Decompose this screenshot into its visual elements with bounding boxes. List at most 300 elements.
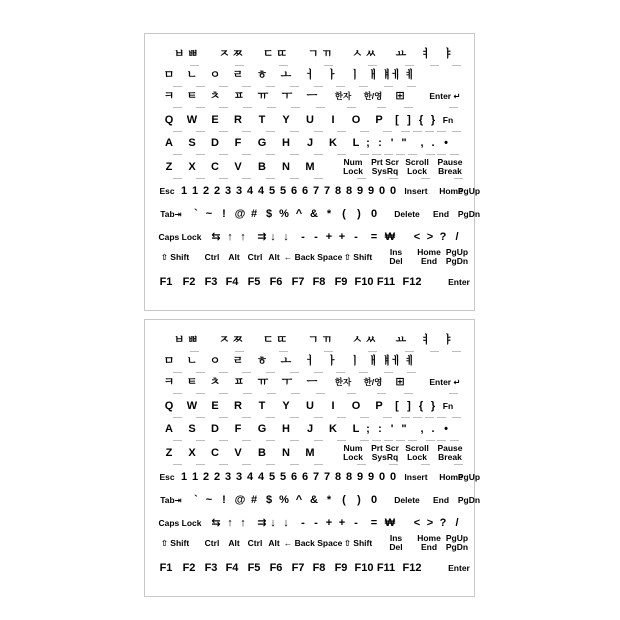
sticker-label: ㄱ ㄲ [307, 334, 333, 346]
sticker-label: 3 [235, 471, 243, 483]
sticker-label: F5 [247, 276, 261, 288]
sticker-label: 2 [202, 185, 210, 197]
sticker-label: H [282, 137, 290, 149]
sticker-label: ? [439, 231, 447, 243]
sticker-label: ㅂ ㅃ [173, 334, 199, 346]
sticker-label: Ctrl [204, 252, 220, 262]
sticker-label: V [234, 447, 242, 459]
sticker-label: 3 [235, 185, 243, 197]
sticker-label: ↑ [240, 517, 246, 529]
sticker-label: & [310, 208, 318, 220]
shift-key: ⇧ Shift [160, 538, 190, 548]
sticker-label: ㅂ ㅃ [173, 48, 199, 60]
sticker-label: ㅑ [442, 48, 454, 60]
sticker-label: Alt [268, 252, 280, 262]
sticker-label: ㅍ [233, 376, 245, 388]
sticker-label: End [432, 209, 450, 219]
sticker-label: # [250, 208, 258, 220]
sticker-label: 0 [378, 185, 386, 197]
sticker-label: 9 [367, 471, 375, 483]
sticker-label: ㅗ [280, 355, 292, 367]
sticker-label: - [314, 231, 318, 243]
sticker-label: ( [342, 494, 346, 506]
sticker-label: Home End [417, 247, 441, 266]
sticker-label: ⇉ [257, 517, 267, 529]
sticker-label: ㅔ ㅖ [390, 355, 416, 367]
sticker-label: ~ [205, 494, 213, 506]
sticker-label: ㄹ [232, 355, 244, 367]
sticker-label: Delete [394, 495, 420, 505]
sticker-label: 3 [224, 471, 232, 483]
shift-key: ⇧ Shift [343, 252, 373, 262]
sticker-label: F9 [334, 562, 348, 574]
sticker-label: Q [164, 400, 174, 412]
sticker-label: ㅌ [186, 376, 198, 388]
sticker-label: Home End [417, 533, 441, 552]
sticker-label: ㅅ ㅆ [351, 48, 377, 60]
sticker-label: ₩ [384, 517, 396, 529]
sticker-label: D [211, 423, 219, 435]
sticker-label: E [211, 114, 219, 126]
keyboard-sticker-sheet-top [144, 33, 481, 311]
sticker-label: PgUp [457, 186, 481, 196]
sticker-label: , [420, 137, 424, 149]
sticker-label: [ [395, 114, 399, 126]
sticker-label: F5 [247, 562, 261, 574]
sticker-label: & [310, 494, 318, 506]
sticker-label: ㅠ [257, 376, 269, 388]
sticker-label: < [413, 517, 421, 529]
sticker-label: - [301, 231, 305, 243]
sticker-label: A [165, 137, 173, 149]
sticker-label: ㅐ ㅒ [367, 355, 393, 367]
sticker-label: Insert [404, 472, 428, 482]
sticker-label: X [188, 447, 196, 459]
sticker-label: ㄷ ㄸ [262, 334, 288, 346]
sticker-row [145, 558, 474, 578]
sticker-label: 7 [323, 471, 331, 483]
sticker-label: PgUp PgDn [445, 247, 469, 266]
sticker-label: ㅜ [281, 376, 293, 388]
sticker-row [145, 513, 474, 533]
sticker-label: F12 [402, 276, 422, 288]
sticker-label: + [338, 231, 346, 243]
sticker-label: ㅔ ㅖ [390, 69, 416, 81]
sticker-label: $ [265, 208, 273, 220]
sticker-label: , [420, 423, 424, 435]
sticker-label: 7 [323, 185, 331, 197]
sticker-label: F11 [376, 562, 396, 574]
sticker-label: PgDn [457, 495, 481, 505]
sticker-label: @ [234, 208, 246, 220]
sticker-label: 7 [312, 185, 320, 197]
sticker-label: = [370, 231, 378, 243]
sticker-label: 6 [290, 471, 298, 483]
sticker-label: 4 [257, 471, 265, 483]
sticker-label: F6 [269, 276, 283, 288]
sticker-label: M [305, 161, 315, 173]
sticker-label: 5 [279, 185, 287, 197]
sticker-label: 9 [356, 471, 364, 483]
sticker-label: X [188, 161, 196, 173]
sticker-label: / [455, 231, 459, 243]
windows-icon: ⊞ [395, 90, 405, 102]
sticker-label: # [250, 494, 258, 506]
sticker-label: ㅊ [209, 90, 221, 102]
sticker-label: F9 [334, 276, 348, 288]
sticker-label: ㅋ [163, 376, 175, 388]
sticker-label: ㅑ [442, 334, 454, 346]
sticker-label: Fn [442, 401, 454, 411]
sticker-label: . [431, 137, 435, 149]
sticker-label: . [431, 423, 435, 435]
sticker-label: 2 [213, 185, 221, 197]
sticker-label: • [444, 137, 448, 149]
sticker-label: + [325, 231, 333, 243]
sticker-label: 1 [180, 185, 188, 197]
windows-icon: ⊞ [395, 376, 405, 388]
sticker-label: F10 [354, 276, 374, 288]
sticker-label: ' [390, 423, 394, 435]
sticker-label: ^ [295, 494, 303, 506]
sticker-label: ' [390, 137, 394, 149]
sticker-label: 4 [257, 185, 265, 197]
sticker-label: ⇉ [257, 231, 267, 243]
sticker-label: Q [164, 114, 174, 126]
sticker-label: ↓ [283, 517, 289, 529]
sticker-row [145, 65, 474, 85]
sticker-label: J [306, 423, 314, 435]
sticker-label: 8 [334, 471, 342, 483]
sticker-label: % [279, 208, 289, 220]
sticker-label: ㅣ [349, 355, 361, 367]
sticker-label [397, 513, 411, 534]
sticker-label: ㅅ ㅆ [351, 334, 377, 346]
sticker-label: Scroll Lock [405, 443, 429, 462]
sticker-row [145, 181, 481, 201]
sticker-label: 한자 [334, 377, 352, 387]
sticker-label: Ctrl [204, 538, 220, 548]
sticker-label: ㅕ [420, 48, 432, 60]
sticker-label: ! [222, 208, 226, 220]
sticker-label: C [211, 447, 219, 459]
sticker-label: F4 [225, 276, 239, 288]
sticker-label: U [306, 400, 314, 412]
sticker-label: F3 [204, 276, 218, 288]
sticker-label: ↓ [270, 231, 276, 243]
sticker-label: ↓ [270, 517, 276, 529]
sticker-label: 한자 [334, 91, 352, 101]
sticker-label: 2 [202, 471, 210, 483]
sticker-label: ` [194, 208, 198, 220]
sticker-label: ㅡ [306, 376, 318, 388]
sticker-row [145, 44, 474, 64]
sticker-label: ㅛ [395, 334, 407, 346]
keyboard-sticker-sheet-bottom [144, 319, 481, 597]
sticker-label: Pause Break [437, 157, 463, 176]
sticker-label: ㅓ [304, 69, 316, 81]
sticker-label: 0 [370, 208, 378, 220]
sticker-label: G [257, 423, 267, 435]
sticker-label: F1 [159, 276, 173, 288]
sticker-row [145, 490, 481, 510]
sticker-label: W [186, 114, 198, 126]
backspace-key: ← Back Space [283, 252, 343, 262]
sticker-label: Prt Scr SysRq [371, 443, 399, 462]
sticker-label: Alt [228, 538, 240, 548]
sticker-label: Alt [268, 538, 280, 548]
sticker-label: 1 [180, 471, 188, 483]
sticker-label: { [418, 400, 424, 412]
enter-key: Enter ↵ [429, 377, 461, 387]
sticker-label: Home [439, 472, 463, 482]
sticker-label: ㅋ [163, 90, 175, 102]
sticker-row [145, 372, 474, 392]
sticker-label: 0 [378, 471, 386, 483]
sticker-label: ⇆ [211, 517, 221, 529]
sticker-label: Home [439, 186, 463, 196]
tab-key: Tab⇥ [160, 209, 182, 219]
sticker-label: N [282, 447, 290, 459]
sticker-label: U [306, 114, 314, 126]
sticker-label: ₩ [384, 231, 396, 243]
sticker-label: F [234, 137, 242, 149]
sticker-row [145, 533, 474, 553]
esc-key: Esc [159, 472, 175, 482]
sticker-label: P [375, 114, 383, 126]
sticker-label: Alt [228, 252, 240, 262]
sticker-label: ㅜ [281, 90, 293, 102]
sticker-label: F3 [204, 562, 218, 574]
sticker-label: Ins Del [389, 533, 403, 552]
sticker-label: ↑ [240, 231, 246, 243]
sticker-label: ㅠ [257, 90, 269, 102]
sticker-label: F12 [402, 562, 422, 574]
sticker-label: Fn [442, 115, 454, 125]
sticker-label: S [188, 137, 196, 149]
sticker-label: [ [395, 400, 399, 412]
sticker-label: 1 [191, 185, 199, 197]
sticker-label: ㅁ [163, 69, 175, 81]
sticker-label: ㅇ [209, 69, 221, 81]
sticker-row [145, 227, 474, 247]
shift-key: ⇧ Shift [343, 538, 373, 548]
sticker-label: ㅗ [280, 69, 292, 81]
sticker-label: F2 [182, 276, 196, 288]
sticker-label: ` [194, 494, 198, 506]
sticker-label: - [301, 517, 305, 529]
sticker-label: ↓ [283, 231, 289, 243]
sticker-label [397, 227, 411, 248]
sticker-label: 한/영 [363, 91, 383, 101]
sticker-row [145, 110, 474, 130]
sticker-label: ㅡ [306, 90, 318, 102]
sticker-label: V [234, 161, 242, 173]
sticker-label: : [378, 423, 382, 435]
sticker-label: W [186, 400, 198, 412]
esc-key: Esc [159, 186, 175, 196]
sticker-label: Ctrl [247, 252, 263, 262]
sticker-label: ㅛ [395, 48, 407, 60]
sticker-label: " [401, 137, 407, 149]
sticker-row [145, 247, 474, 267]
sticker-label: H [282, 423, 290, 435]
sticker-label: ㄱ ㄲ [307, 48, 333, 60]
sticker-row [145, 133, 474, 153]
sticker-label: 0 [389, 471, 397, 483]
sticker-label: > [426, 517, 434, 529]
sticker-label: 5 [268, 185, 276, 197]
sticker-label: 2 [213, 471, 221, 483]
sticker-label: I [331, 400, 335, 412]
sticker-label: F7 [291, 562, 305, 574]
sticker-label: = [370, 517, 378, 529]
sticker-label: ㅌ [186, 90, 198, 102]
sticker-label: F7 [291, 276, 305, 288]
sticker-label: * [326, 208, 332, 220]
sticker-label: E [211, 400, 219, 412]
sticker-label: 4 [246, 185, 254, 197]
sticker-label: 5 [268, 471, 276, 483]
sticker-label: ! [222, 494, 226, 506]
sticker-row [145, 443, 474, 463]
sticker-label: 8 [334, 185, 342, 197]
sticker-label: ] [407, 400, 411, 412]
sticker-label: M [305, 447, 315, 459]
sticker-label: F8 [312, 562, 326, 574]
sticker-label: 4 [246, 471, 254, 483]
sticker-row [145, 330, 474, 350]
sticker-label: ㅎ [256, 69, 268, 81]
sticker-label: ㅇ [209, 355, 221, 367]
sticker-label: C [211, 161, 219, 173]
sticker-label: ] [407, 114, 411, 126]
sticker-row [145, 467, 481, 487]
sticker-label: Y [282, 114, 290, 126]
sticker-label: S [188, 423, 196, 435]
sticker-label: Ctrl [247, 538, 263, 548]
sticker-label: Delete [394, 209, 420, 219]
sticker-label: ㅐ ㅒ [367, 69, 393, 81]
sticker-label: ㅕ [420, 334, 432, 346]
sticker-label: 0 [370, 494, 378, 506]
sticker-label: ㅈ ㅉ [218, 48, 244, 60]
sticker-label: ㅎ [256, 355, 268, 367]
sticker-label: B [258, 161, 266, 173]
sticker-label: PgDn [457, 209, 481, 219]
sticker-label: ) [357, 208, 361, 220]
sticker-label: L [352, 137, 360, 149]
sticker-label: 5 [279, 471, 287, 483]
sticker-label: 8 [345, 185, 353, 197]
sticker-label: F4 [225, 562, 239, 574]
sticker-label: Y [282, 400, 290, 412]
sticker-label: J [306, 137, 314, 149]
sticker-label: F1 [159, 562, 173, 574]
sticker-label: ⇆ [211, 231, 221, 243]
caps-lock-key: Caps Lock [158, 232, 202, 242]
sticker-label: F [234, 423, 242, 435]
sticker-label: • [444, 423, 448, 435]
sticker-label: Num Lock [343, 443, 363, 462]
sticker-label: 0 [389, 185, 397, 197]
tab-key: Tab⇥ [160, 495, 182, 505]
sticker-label: ㄷ ㄸ [262, 48, 288, 60]
sticker-label: : [378, 137, 382, 149]
sticker-label: K [329, 137, 337, 149]
sticker-label: } [430, 114, 436, 126]
sticker-label: % [279, 494, 289, 506]
sticker-label: + [338, 517, 346, 529]
sticker-label: ㅊ [209, 376, 221, 388]
sticker-label: ㅣ [349, 69, 361, 81]
sticker-label: G [257, 137, 267, 149]
sticker-label: 9 [367, 185, 375, 197]
sticker-label: ; [366, 137, 370, 149]
sticker-label: Pause Break [437, 443, 463, 462]
sticker-label: Scroll Lock [405, 157, 429, 176]
sticker-label: 한/영 [363, 377, 383, 387]
sticker-row [145, 272, 474, 292]
sticker-label: Z [165, 161, 173, 173]
sticker-label: ^ [295, 208, 303, 220]
sticker-label: D [211, 137, 219, 149]
caps-lock-key: Caps Lock [158, 518, 202, 528]
sticker-label: R [234, 400, 242, 412]
sticker-label: PgUp PgDn [445, 533, 469, 552]
enter-key: Enter ↵ [429, 91, 461, 101]
sticker-label: ㅍ [233, 90, 245, 102]
backspace-key: ← Back Space [283, 538, 343, 548]
sticker-label: ↑ [227, 231, 233, 243]
sticker-label: I [331, 114, 335, 126]
sticker-label: $ [265, 494, 273, 506]
sticker-label: Z [165, 447, 173, 459]
sticker-label: @ [234, 494, 246, 506]
sticker-label: F6 [269, 562, 283, 574]
sticker-label: End [432, 495, 450, 505]
sticker-label: O [351, 114, 361, 126]
sticker-label: 6 [290, 185, 298, 197]
sticker-label: A [165, 423, 173, 435]
sticker-label: 3 [224, 185, 232, 197]
sticker-label: 1 [191, 471, 199, 483]
sticker-label: { [418, 114, 424, 126]
sticker-row [145, 351, 474, 371]
sticker-label: 9 [356, 185, 364, 197]
sticker-label: B [258, 447, 266, 459]
sticker-label: } [430, 400, 436, 412]
sticker-label: Prt Scr SysRq [371, 157, 399, 176]
sticker-label: ㅓ [304, 355, 316, 367]
sticker-label: 6 [301, 471, 309, 483]
sticker-label: O [351, 400, 361, 412]
sticker-label: K [329, 423, 337, 435]
sticker-row [145, 157, 474, 177]
sticker-label: Insert [404, 186, 428, 196]
sticker-label: 6 [301, 185, 309, 197]
sticker-label: Ins Del [389, 247, 403, 266]
sticker-label: R [234, 114, 242, 126]
sticker-label: ? [439, 517, 447, 529]
sticker-row [145, 86, 474, 106]
sticker-label: ㄴ [186, 69, 198, 81]
sticker-row [145, 204, 481, 224]
sticker-label: 8 [345, 471, 353, 483]
enter-key: Enter [448, 563, 470, 573]
sticker-label: ㄹ [232, 69, 244, 81]
sticker-label: T [258, 114, 266, 126]
